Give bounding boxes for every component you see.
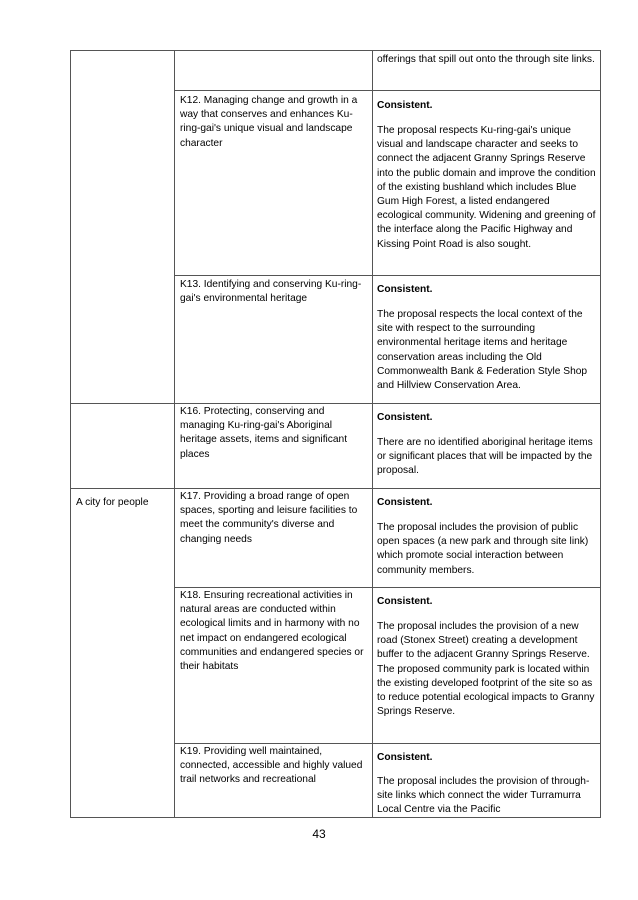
objective-text: K13. Identifying and conserving Ku-ring-gai's environmental heritage [180, 279, 362, 305]
consistency-status: Consistent. [377, 412, 433, 423]
consistency-status: Consistent. [377, 596, 433, 607]
consistency-status: Consistent. [377, 100, 433, 111]
row-divider [174, 275, 601, 276]
row-divider [174, 90, 601, 91]
table-border-left [70, 50, 71, 818]
justification-text: The proposal includes the provision of through-site links which connect the wider Turramurra Local Centre via the Pacific [377, 776, 590, 816]
table-border-right [600, 50, 601, 818]
page-number: 43 [312, 827, 326, 841]
justification-text: The proposal respects Ku-ring-gai's unique visual and landscape character and seeks to connect the adjacent Granny Springs Reserve into the public domain and improve the condition of the existing bushland which includes Blue Gum High Forest, a listed endangered ecological community. Widening and greening of the interface along the Pacific Highway and Kissing Point Road is also sought. [377, 125, 596, 250]
row-divider [174, 743, 601, 744]
objective-text: K19. Providing well maintained, connected, accessible and highly valued trail networks and recreational [180, 746, 363, 786]
theme-label: A city for people [76, 497, 149, 508]
row-divider [70, 50, 601, 51]
row-divider [70, 403, 601, 404]
justification-text: There are no identified aboriginal heritage items or significant places that will be impacted by the proposal. [377, 437, 593, 477]
objective-text: K18. Ensuring recreational activities in natural areas are conducted within ecological limits and in harmony with no net impact on endangered ecological communities and endangered species or their habitats [180, 590, 364, 673]
row-divider [174, 587, 601, 588]
consistency-status: Consistent. [377, 284, 433, 295]
objective-text: K12. Managing change and growth in a way that conserves and enhances Ku-ring-gai's unique visual and landscape character [180, 95, 358, 149]
consistency-status: Consistent. [377, 497, 433, 508]
row-divider [70, 488, 601, 489]
justification-text: The proposal includes the provision of public open spaces (a new park and through site link) which promote social interaction between community members. [377, 522, 589, 576]
assessment-table [70, 50, 601, 818]
consistency-status: Consistent. [377, 752, 433, 763]
justification-text: The proposal includes the provision of a new road (Stonex Street) creating a development buffer to the adjacent Granny Springs Reserve. The proposed community park is located within the existing developed footprint of the site so as to reduce potential ecological impacts to Granny Springs Reserve. [377, 621, 595, 718]
justification-text: offerings that spill out onto the through site links. [377, 54, 595, 65]
justification-text: The proposal respects the local context of the site with respect to the surrounding environmental heritage items and heritage conservation areas including the Old Commonwealth Bank & Federation Style Shop and Hillview Conservation Area. [377, 309, 588, 392]
column-divider-1 [174, 50, 175, 818]
column-divider-2 [372, 50, 373, 818]
objective-text: K17. Providing a broad range of open spaces, sporting and leisure facilities to meet the community's diverse and changing needs [180, 491, 358, 545]
objective-text: K16. Protecting, conserving and managing Ku-ring-gai's Aboriginal heritage assets, items and significant places [180, 406, 348, 460]
